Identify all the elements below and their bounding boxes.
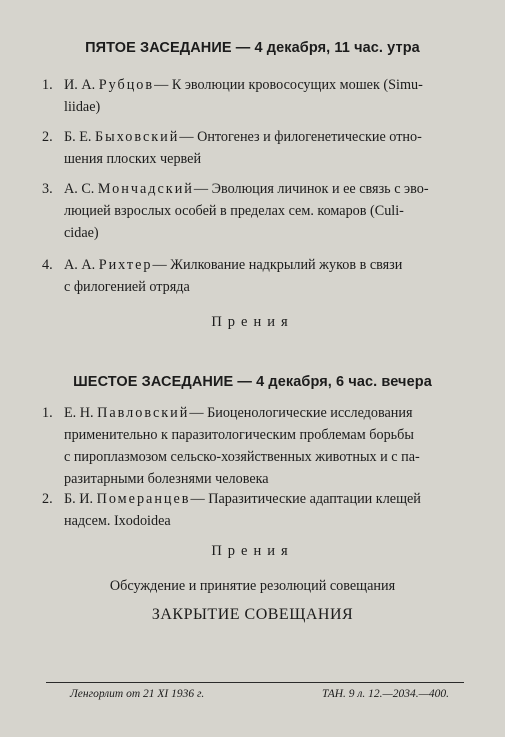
talk-title-cont: cidae): [64, 225, 99, 241]
talk-title-cont: liidae): [64, 99, 101, 115]
talk-title: — Паразитические адаптации клещей: [190, 491, 421, 507]
author-initials: Б. И.: [64, 491, 94, 507]
author-initials: Е. Н.: [64, 405, 94, 421]
item-number: 3.: [42, 181, 53, 197]
session5-item-2: [42, 126, 472, 170]
imprint-rule: [46, 682, 464, 683]
item-number: 2.: [42, 491, 53, 507]
talk-title: — Онтогенез и филогенетические отно-: [179, 129, 422, 145]
author-initials: Б. Е.: [64, 129, 92, 145]
session5-item-1: [42, 74, 472, 118]
author-name: Павловский: [97, 405, 190, 421]
author-name: Рубцов: [98, 77, 155, 93]
session6-title: ШЕСТОЕ ЗАСЕДАНИЕ — 4 декабря, 6 час. вечера: [73, 374, 432, 390]
talk-title-cont: с пироплазмозом сельско-хозяйственных животных и с па-: [64, 449, 420, 465]
talk-title-cont: с филогенией отряда: [64, 279, 190, 295]
author-name: Рихтер: [98, 257, 153, 273]
session5-debate: Прения: [211, 314, 294, 330]
talk-title: — Эволюция личинок и ее связь с эво-: [193, 181, 429, 197]
session5-title: ПЯТОЕ ЗАСЕДАНИЕ — 4 декабря, 11 час. утра: [85, 40, 420, 56]
author-name: Быховский: [95, 129, 180, 145]
talk-title: — Жилкование надкрылий жуков в связи: [152, 257, 403, 273]
session5-item-4: [42, 254, 472, 298]
author-name: Померанцев: [96, 491, 191, 507]
author-initials: И. А.: [64, 77, 96, 93]
talk-title-cont: применительно к паразитологическим проблемам борьбы: [64, 427, 414, 443]
author-name: Мончадский: [97, 181, 194, 197]
session6-debate: Прения: [211, 543, 294, 559]
author-initials: А. С.: [64, 181, 95, 197]
author-initials: А. А.: [64, 257, 96, 273]
talk-title-cont: надсем. Ixodoidea: [64, 513, 171, 529]
session6-item-1: [42, 402, 472, 490]
talk-title-cont: люцией взрослых особей в пределах сем. комаров (Culi-: [64, 203, 404, 219]
session6-item-2: [42, 488, 472, 532]
resolution-discussion: Обсуждение и принятие резолюций совещания: [109, 578, 396, 594]
item-number: 4.: [42, 257, 53, 273]
talk-title-cont: разитарными болезнями человека: [64, 471, 269, 487]
talk-title: — К эволюции кровососущих мошек (Simu-: [154, 77, 423, 93]
item-number: 1.: [42, 405, 53, 421]
talk-title-cont: шения плоских червей: [64, 151, 202, 167]
item-number: 1.: [42, 77, 53, 93]
talk-title: — Биоценологические исследования: [189, 405, 413, 421]
item-number: 2.: [42, 129, 53, 145]
imprint-censor: Ленгорлит от 21 XI 1936 г.: [70, 688, 205, 700]
closing-heading: ЗАКРЫТИЕ СОВЕЩАНИЯ: [151, 606, 354, 623]
session5-item-3: [42, 178, 472, 244]
imprint-print-info: ТАН. 9 л. 12.—2034.—400.: [322, 688, 449, 700]
